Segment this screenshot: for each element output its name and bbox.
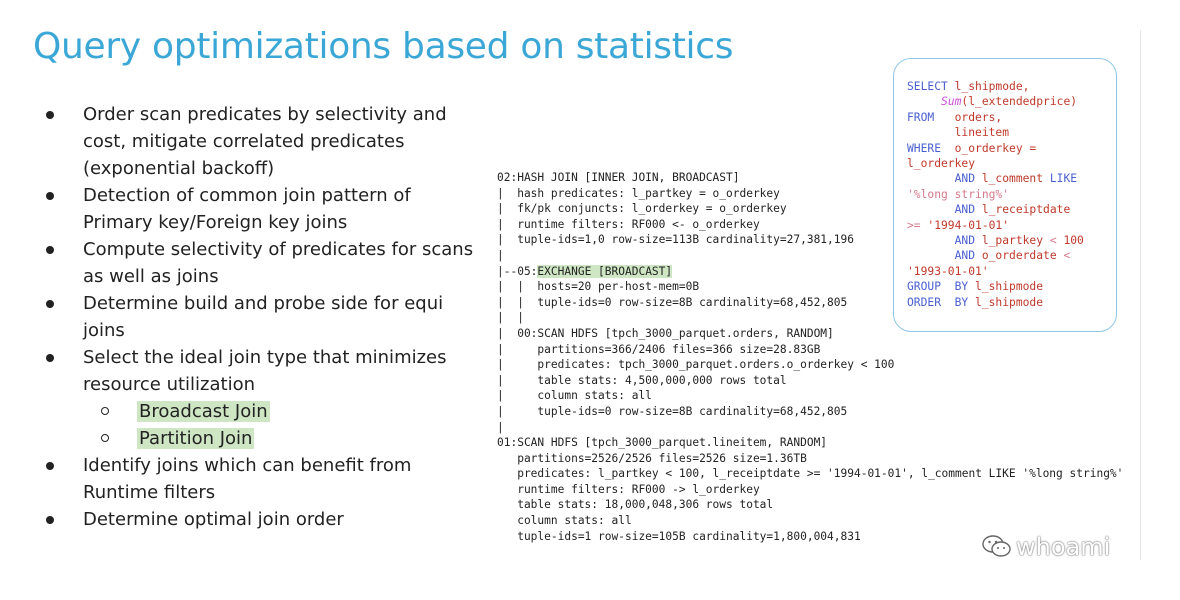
sql-token bbox=[907, 203, 955, 216]
bullet-text: Determine optimal join order bbox=[83, 509, 344, 530]
sql-line bbox=[907, 156, 1084, 171]
sql-line bbox=[907, 218, 1084, 233]
sql-token: ORDER BY bbox=[907, 295, 976, 309]
bullet-text: Order scan predicates by selectivity and bbox=[83, 104, 447, 125]
bullet-icon bbox=[46, 354, 54, 362]
bullet-icon bbox=[46, 246, 54, 254]
bullet-item-line bbox=[0, 209, 480, 236]
sql-token: GROUP BY bbox=[907, 280, 976, 294]
sql-line bbox=[907, 187, 1084, 202]
bullet-text: resource utilization bbox=[83, 374, 256, 395]
plan-highlight: EXCHANGE [BROADCAST] bbox=[537, 264, 673, 278]
bullet-item-line bbox=[0, 290, 480, 317]
bullet-text: Select the ideal join type that minimizes bbox=[83, 347, 447, 368]
plan-line: |--05:EXCHANGE [BROADCAST] bbox=[497, 264, 673, 278]
bullet-item-line bbox=[0, 344, 480, 371]
bullet-item-line bbox=[0, 128, 480, 155]
plan-line: | | tuple-ids=0 row-size=8B cardinality=68,452,805 bbox=[497, 295, 848, 309]
bullet-item-line bbox=[0, 236, 480, 263]
bullet-item-line bbox=[0, 263, 480, 290]
plan-line: | bbox=[497, 420, 504, 434]
bullet-item-line bbox=[0, 425, 480, 452]
bullet-item-line bbox=[0, 506, 480, 533]
bullet-text: Primary key/Foreign key joins bbox=[83, 212, 348, 233]
sql-token: '1994-01-01' bbox=[927, 218, 1010, 232]
sql-query-text bbox=[907, 79, 1084, 310]
bullet-text: joins bbox=[83, 320, 125, 341]
plan-line: | column stats: all bbox=[497, 389, 652, 403]
sql-token: orders, bbox=[954, 110, 1003, 124]
plan-line: | 00:SCAN HDFS [tpch_3000_parquet.orders, RANDOM] bbox=[497, 326, 834, 340]
bullet-icon bbox=[46, 516, 54, 524]
sql-token: l_partkey bbox=[981, 234, 1050, 248]
sql-token: >= bbox=[907, 218, 928, 232]
sql-line bbox=[907, 248, 1084, 263]
plan-line: tuple-ids=1 row-size=105B cardinality=1,800,004,831 bbox=[497, 529, 861, 543]
bullet-icon bbox=[46, 300, 54, 308]
slide-title: Query optimizations based on statistics bbox=[33, 26, 734, 67]
bullet-list bbox=[0, 101, 480, 533]
plan-line: | runtime filters: RF000 <- o_orderkey bbox=[497, 217, 760, 231]
sql-token bbox=[907, 95, 941, 108]
watermark-text: whoami bbox=[1016, 533, 1111, 561]
bullet-item-line bbox=[0, 452, 480, 479]
sql-token bbox=[907, 234, 955, 247]
sql-token: AND bbox=[954, 234, 982, 248]
plan-line: table stats: 18,000,048,306 rows total bbox=[497, 498, 774, 512]
sql-token: l_shipmode bbox=[975, 280, 1044, 294]
sql-token: SELECT bbox=[907, 80, 955, 93]
sql-token: o_orderdate bbox=[981, 249, 1064, 263]
bullet-icon bbox=[46, 111, 54, 119]
watermark bbox=[982, 533, 1110, 561]
hollow-bullet-icon bbox=[101, 434, 109, 442]
sql-line bbox=[907, 279, 1084, 294]
wechat-icon bbox=[982, 534, 1012, 560]
sql-line bbox=[907, 141, 1084, 156]
sql-token: l_shipmode bbox=[975, 295, 1044, 309]
sql-token: l_shipmode, bbox=[954, 80, 1030, 93]
plan-line: column stats: all bbox=[497, 514, 632, 528]
bullet-text: Identify joins which can benefit from bbox=[83, 455, 412, 476]
bullet-text: (exponential backoff) bbox=[83, 158, 275, 179]
plan-line: | hash predicates: l_partkey = o_orderkey bbox=[497, 186, 780, 200]
sql-token: (l_extendedprice) bbox=[961, 95, 1078, 109]
hollow-bullet-icon bbox=[101, 407, 109, 415]
bullet-text: Detection of common join pattern of bbox=[83, 185, 411, 206]
bullet-item-line bbox=[0, 317, 480, 344]
sql-line bbox=[907, 110, 1084, 125]
sql-line bbox=[907, 295, 1084, 310]
sql-token: l_receiptdate bbox=[981, 203, 1071, 217]
plan-line: predicates: l_partkey < 100, l_receiptdate >= '1994-01-01', l_comment LIKE '%long string%' bbox=[497, 467, 1124, 481]
bullet-item-line bbox=[0, 479, 480, 506]
plan-line: | table stats: 4,500,000,000 rows total bbox=[497, 373, 787, 387]
sql-token: '1993-01-01' bbox=[907, 264, 989, 278]
sql-line bbox=[907, 94, 1084, 109]
plan-line: | | hosts=20 per-host-mem=0B bbox=[497, 280, 700, 294]
bullet-text: Compute selectivity of predicates for scans bbox=[83, 239, 474, 260]
bullet-item-line bbox=[0, 182, 480, 209]
sql-token: < bbox=[1049, 234, 1064, 248]
sql-token: WHERE bbox=[907, 141, 955, 155]
bullet-text: Runtime filters bbox=[83, 482, 216, 503]
sql-token: AND bbox=[954, 172, 982, 186]
sql-token: l_orderkey bbox=[907, 157, 976, 171]
sql-token bbox=[907, 172, 955, 185]
plan-line: | tuple-ids=0 row-size=8B cardinality=68,452,805 bbox=[497, 404, 848, 418]
sql-token bbox=[907, 249, 955, 262]
sql-token: '%long string%' bbox=[907, 187, 1010, 201]
plan-line: | | bbox=[497, 311, 524, 325]
sql-token: AND bbox=[954, 203, 982, 217]
bullet-text: cost, mitigate correlated predicates bbox=[83, 131, 405, 152]
bullet-text: Determine build and probe side for equi bbox=[83, 293, 444, 314]
sql-token: 100 bbox=[1063, 234, 1084, 248]
sql-token: lineitem bbox=[907, 126, 1010, 140]
sql-line bbox=[907, 125, 1084, 140]
slide-edge-divider bbox=[1140, 30, 1141, 560]
plan-line: runtime filters: RF000 -> l_orderkey bbox=[497, 482, 760, 496]
sql-token: < bbox=[1063, 249, 1071, 263]
bullet-item-line bbox=[0, 371, 480, 398]
bullet-icon bbox=[46, 192, 54, 200]
sql-line bbox=[907, 79, 1084, 94]
plan-line: | fk/pk conjuncts: l_orderkey = o_orderkey bbox=[497, 202, 787, 216]
sql-token: LIKE bbox=[1049, 172, 1078, 186]
bullet-icon bbox=[46, 462, 54, 470]
bullet-text: Partition Join bbox=[139, 428, 253, 449]
bullet-item-line bbox=[0, 155, 480, 182]
sql-token: FROM bbox=[907, 110, 955, 124]
sql-line bbox=[907, 202, 1084, 217]
sql-line bbox=[907, 171, 1084, 186]
plan-line: | predicates: tpch_3000_parquet.orders.o_orderkey < 100 bbox=[497, 358, 895, 372]
sql-token: Sum bbox=[941, 95, 962, 109]
sql-line bbox=[907, 264, 1084, 279]
sql-token: l_comment bbox=[981, 172, 1050, 186]
plan-line: 02:HASH JOIN [INNER JOIN, BROADCAST] bbox=[497, 171, 740, 184]
sql-token: AND bbox=[954, 249, 982, 263]
bullet-text: as well as joins bbox=[83, 266, 219, 287]
bullet-item-line bbox=[0, 101, 480, 128]
plan-line: 01:SCAN HDFS [tpch_3000_parquet.lineitem, RANDOM] bbox=[497, 436, 828, 450]
sql-token: o_orderkey = bbox=[954, 141, 1037, 155]
bullet-item-line bbox=[0, 398, 480, 425]
bullet-text: Broadcast Join bbox=[139, 401, 268, 422]
plan-line: | bbox=[497, 248, 504, 262]
sql-line bbox=[907, 233, 1084, 248]
plan-line: | partitions=366/2406 files=366 size=28.83GB bbox=[497, 342, 821, 356]
plan-line: partitions=2526/2526 files=2526 size=1.36TB bbox=[497, 451, 807, 465]
plan-line: | tuple-ids=1,0 row-size=113B cardinality=27,381,196 bbox=[497, 233, 854, 247]
